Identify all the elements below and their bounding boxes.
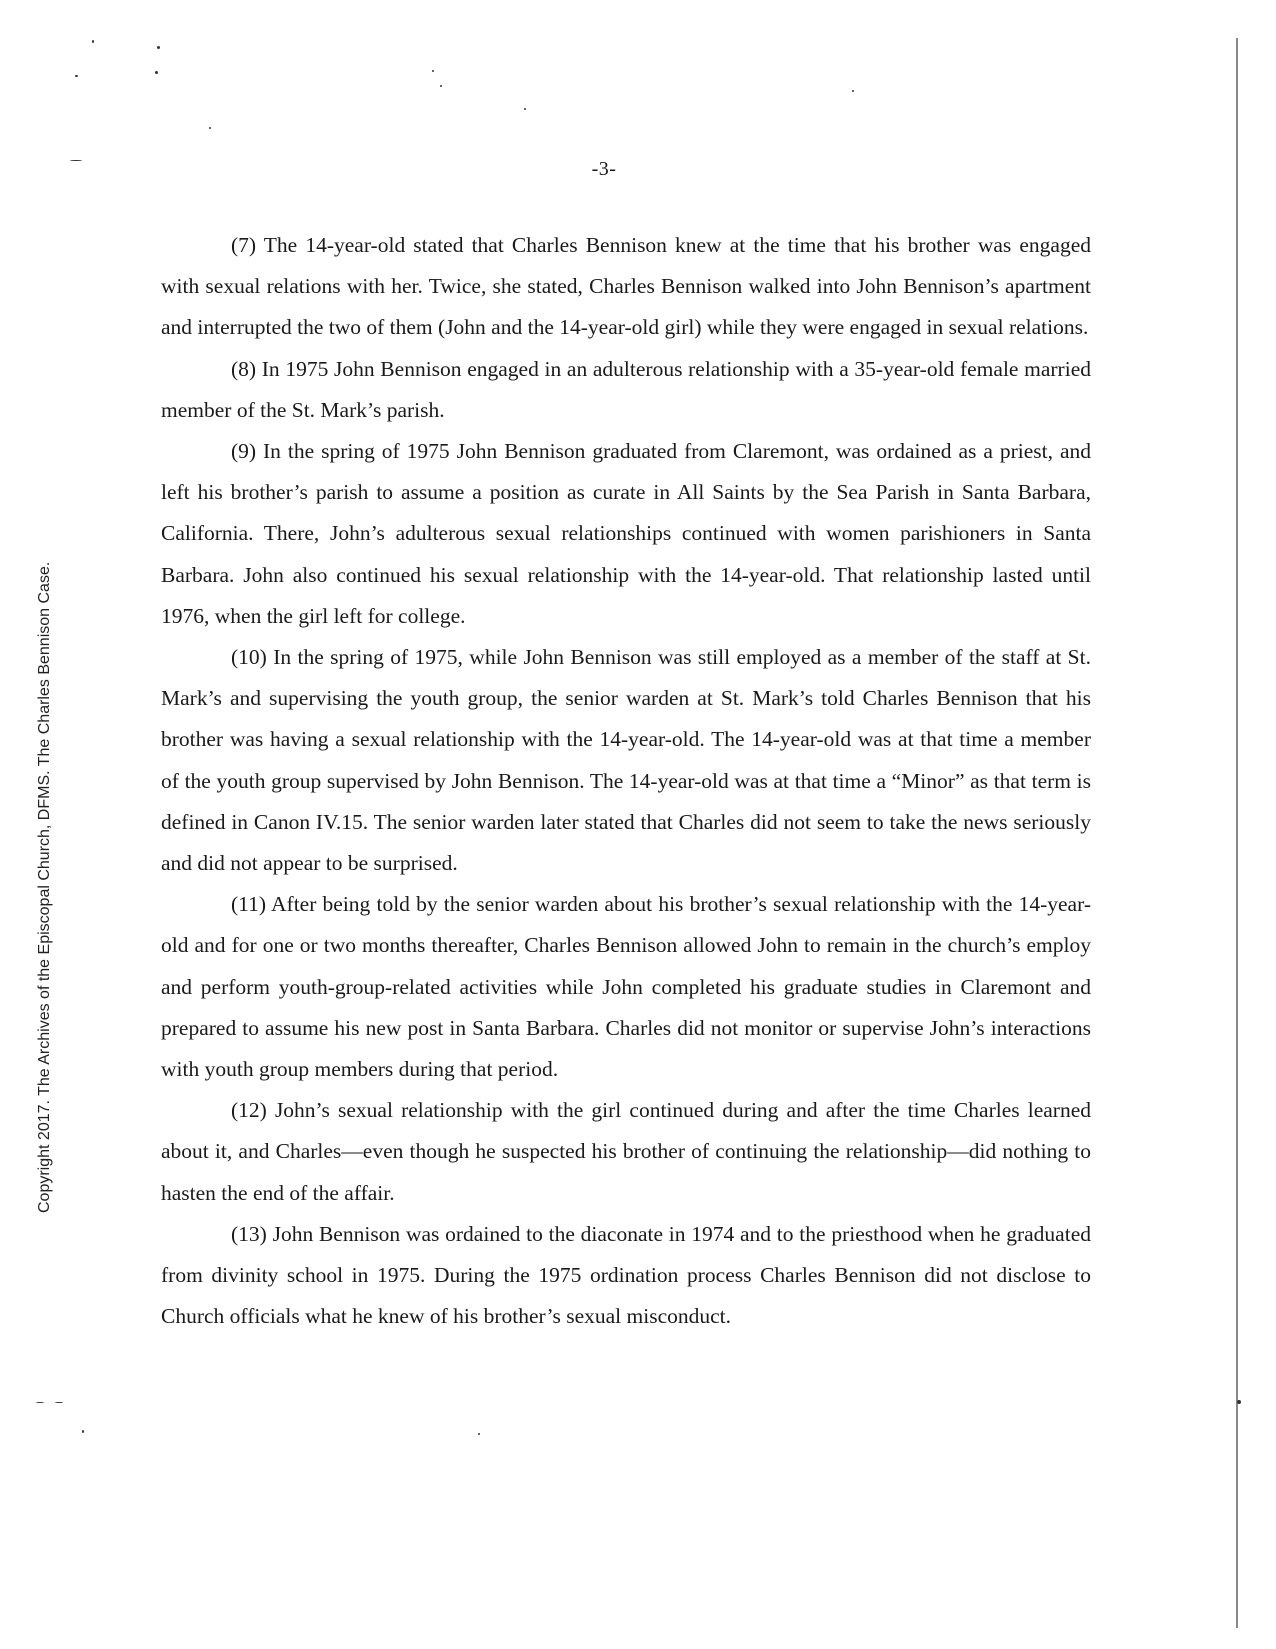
scan-speck bbox=[36, 1402, 44, 1403]
scan-speck bbox=[852, 90, 854, 92]
scan-speck bbox=[524, 108, 526, 110]
page-number: -3- bbox=[591, 158, 617, 180]
scan-speck bbox=[209, 127, 211, 129]
paragraph-7: (7) The 14-year-old stated that Charles Bennison knew at the time that his brother was engaged with sexual relations with her. Twice, she stated, Charles Bennison walked into John Bennison’s apartment and interrupted the two of them (John and the 14-year-old girl) while they were engaged in sexual relations. bbox=[161, 233, 1091, 340]
scan-speck bbox=[55, 1402, 63, 1403]
paragraph-13: (13) John Bennison was ordained to the diaconate in 1974 and to the priesthood when he graduated from divinity school in 1975. During the 1975 ordination process Charles Bennison did not disclose to Church officials what he knew of his brother’s sexual misconduct. bbox=[161, 1221, 1091, 1329]
paragraph-12: (12) John’s sexual relationship with the girl continued during and after the time Charles learned about it, and Charles—even though he suspected his brother of continuing the relationship—did nothing to hasten the end of the affair. bbox=[161, 1098, 1091, 1205]
paragraph-9: (9) In the spring of 1975 John Bennison graduated from Claremont, was ordained as a priest, and left his brother’s parish to assume a position as curate in All Saints by the Sea Parish in Santa Barbara, California. There, John’s adulterous sexual relationships continued with women parishioners in Santa Barbara. John also continued his sexual relationship with the 14-year-old. That relationship lasted until 1976, when the girl left for college. bbox=[161, 439, 1091, 628]
scan-edge-line bbox=[1236, 38, 1238, 1628]
paragraph-8: (8) In 1975 John Bennison engaged in an adulterous relationship with a 35-year-old female married member of the St. Mark’s parish. bbox=[161, 356, 1091, 422]
scan-speck bbox=[478, 1433, 480, 1435]
scan-speck bbox=[432, 70, 434, 72]
paragraph-10: (10) In the spring of 1975, while John Bennison was still employed as a member of the staff at St. Mark’s and supervising the youth group, the senior warden at St. Mark’s told Charles Bennison that his brother was having a sexual relationship with the 14-year-old. The 14-year-old was at that time a member of the youth group supervised by John Bennison. The 14-year-old was at that time a “Minor” as that term is defined in Canon IV.15. The senior warden later stated that Charles did not seem to take the news seriously and did not appear to be surprised. bbox=[161, 645, 1091, 876]
document-body bbox=[161, 225, 1091, 1337]
scan-speck bbox=[440, 85, 442, 87]
scan-speck bbox=[155, 71, 158, 74]
scan-speck bbox=[70, 160, 82, 161]
scan-speck bbox=[75, 75, 78, 77]
scan-speck bbox=[82, 1430, 84, 1433]
scan-speck bbox=[157, 46, 160, 49]
paragraph-11: (11) After being told by the senior warden about his brother’s sexual relationship with the 14-year-old and for one or two months thereafter, Charles Bennison allowed John to remain in the church’s employ and perform youth-group-related activities while John completed his graduate studies in Claremont and prepared to assume his new post in Santa Barbara. Charles did not monitor or supervise John’s interactions with youth group members during that period. bbox=[161, 892, 1091, 1082]
scan-speck bbox=[92, 40, 94, 43]
copyright-sidebar: Copyright 2017. The Archives of the Episcopal Church, DFMS. The Charles Bennison Case. bbox=[36, 561, 53, 1213]
scan-speck bbox=[1237, 1400, 1241, 1404]
